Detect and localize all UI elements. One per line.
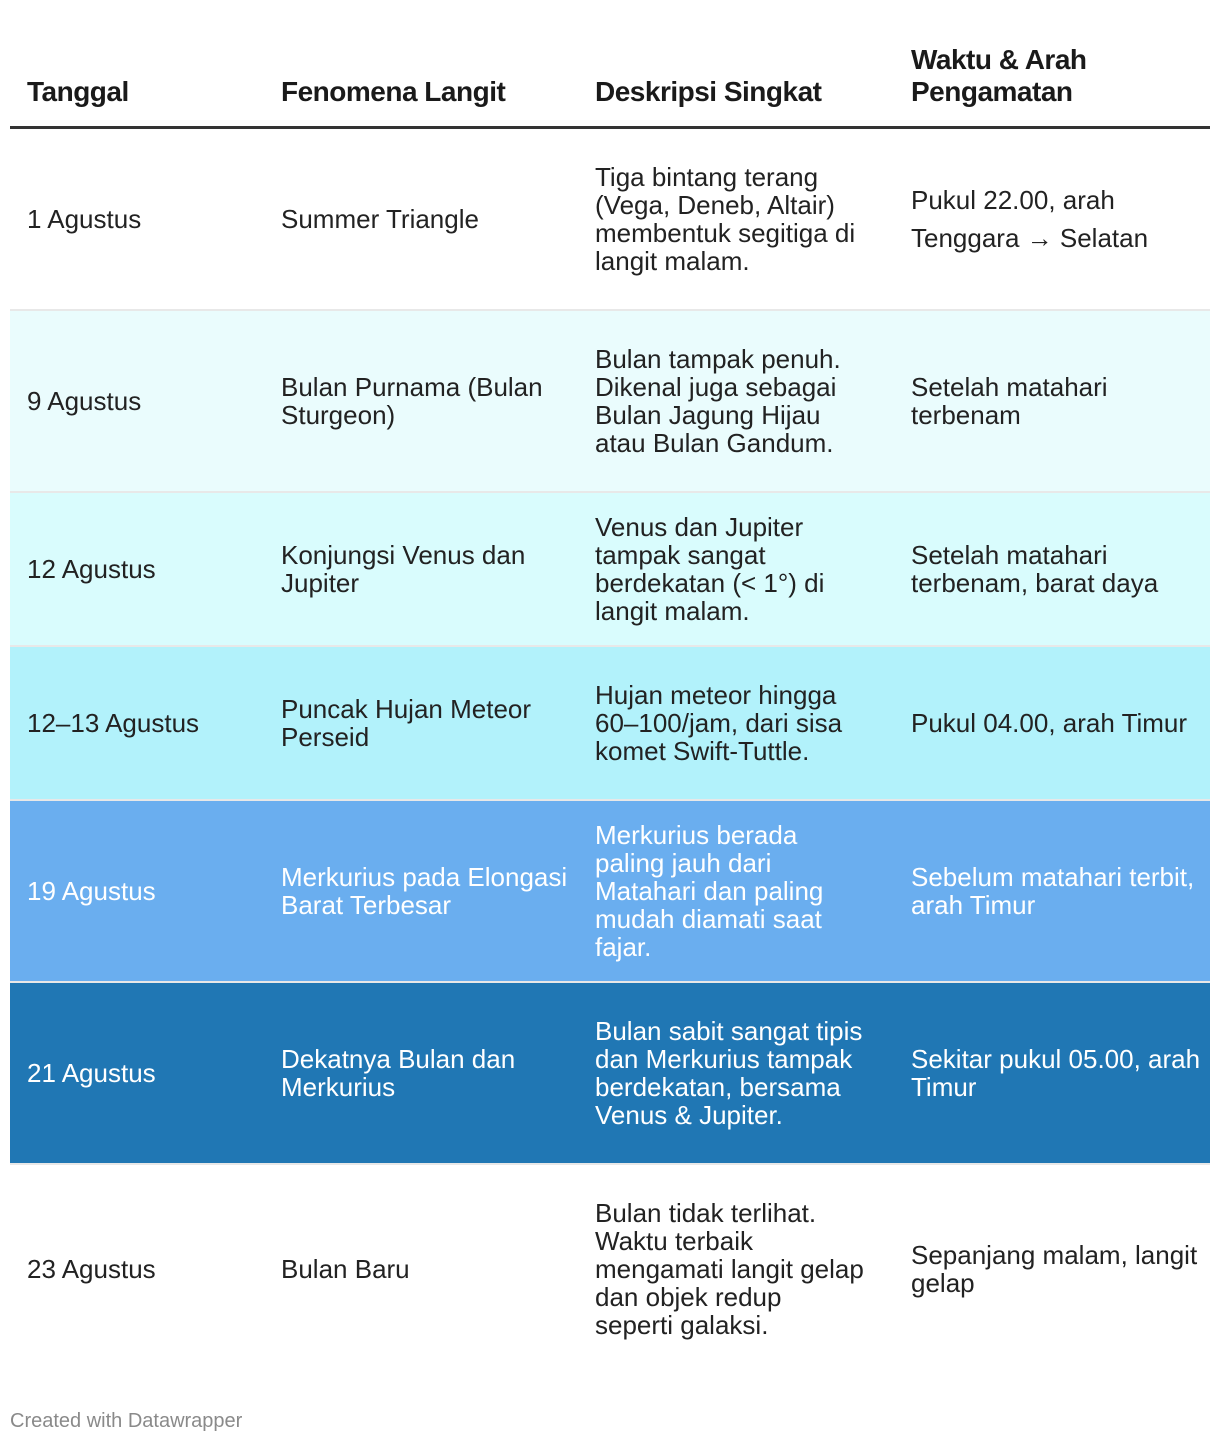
cell-time-direction: Pukul 22.00, arah Tenggara → Selatan: [911, 185, 1149, 253]
table-row: [10, 129, 1210, 311]
table-header: [10, 0, 1210, 129]
sky-events-table: [10, 0, 1210, 1373]
cell-time-direction: Sebelum matahari terbit, arah Timur: [911, 862, 1195, 920]
cell-description: Bulan tidak terlihat. Waktu terbaik mengamati langit gelap dan objek redup seperti galaksi.: [595, 1198, 864, 1340]
table-row: [10, 1165, 1210, 1373]
cell-description: Hujan meteor hingga 60–100/jam, dari sisa komet Swift-Tuttle.: [595, 680, 843, 766]
cell-description: Bulan tampak penuh. Dikenal juga sebagai Bulan Jagung Hijau atau Bulan Gandum.: [595, 344, 841, 458]
cell-date: 9 Agustus: [27, 386, 142, 416]
cell-date: 12 Agustus: [27, 554, 156, 584]
cell-time-direction: Setelah matahari terbenam, barat daya: [911, 540, 1159, 598]
cell-description: Venus dan Jupiter tampak sangat berdekatan (< 1°) di langit malam.: [595, 512, 825, 626]
cell-description: Tiga bintang terang (Vega, Deneb, Altair) membentuk segitiga di langit malam.: [595, 162, 856, 276]
cell-phenomenon: Dekatnya Bulan dan Merkurius: [281, 1044, 516, 1102]
cell-time-direction: Pukul 04.00, arah Timur: [911, 708, 1188, 738]
cell-phenomenon: Konjungsi Venus dan Jupiter: [281, 540, 526, 598]
datawrapper-credit: Created with Datawrapper: [10, 1410, 243, 1432]
cell-description: Bulan sabit sangat tipis dan Merkurius tampak berdekatan, bersama Venus & Jupiter.: [595, 1016, 863, 1130]
cell-phenomenon: Merkurius pada Elongasi Barat Terbesar: [281, 862, 568, 920]
cell-phenomenon: Summer Triangle: [281, 204, 479, 234]
cell-date: 21 Agustus: [27, 1058, 156, 1088]
cell-date: 19 Agustus: [27, 876, 156, 906]
table-row: [10, 983, 1210, 1165]
cell-time-direction: Sepanjang malam, langit gelap: [911, 1240, 1198, 1298]
cell-time-direction: Sekitar pukul 05.00, arah Timur: [911, 1044, 1201, 1102]
cell-phenomenon: Bulan Baru: [281, 1254, 410, 1284]
header-time-direction: Waktu & Arah Pengamatan: [911, 44, 1087, 107]
cell-description: Merkurius berada paling jauh dari Matahari dan paling mudah diamati saat fajar.: [595, 820, 824, 962]
cell-date: 12–13 Agustus: [27, 708, 200, 738]
table-row: [10, 801, 1210, 983]
table-row: [10, 311, 1210, 493]
table-row: [10, 493, 1210, 647]
header-phenomenon: Fenomena Langit: [281, 76, 506, 107]
header-description: Deskripsi Singkat: [595, 76, 822, 107]
cell-phenomenon: Puncak Hujan Meteor Perseid: [281, 694, 532, 752]
header-date: Tanggal: [27, 76, 129, 107]
cell-date: 1 Agustus: [27, 204, 142, 234]
cell-date: 23 Agustus: [27, 1254, 156, 1284]
table-row: [10, 647, 1210, 801]
cell-phenomenon: Bulan Purnama (Bulan Sturgeon): [281, 372, 543, 430]
cell-time-direction: Setelah matahari terbenam: [911, 372, 1108, 430]
